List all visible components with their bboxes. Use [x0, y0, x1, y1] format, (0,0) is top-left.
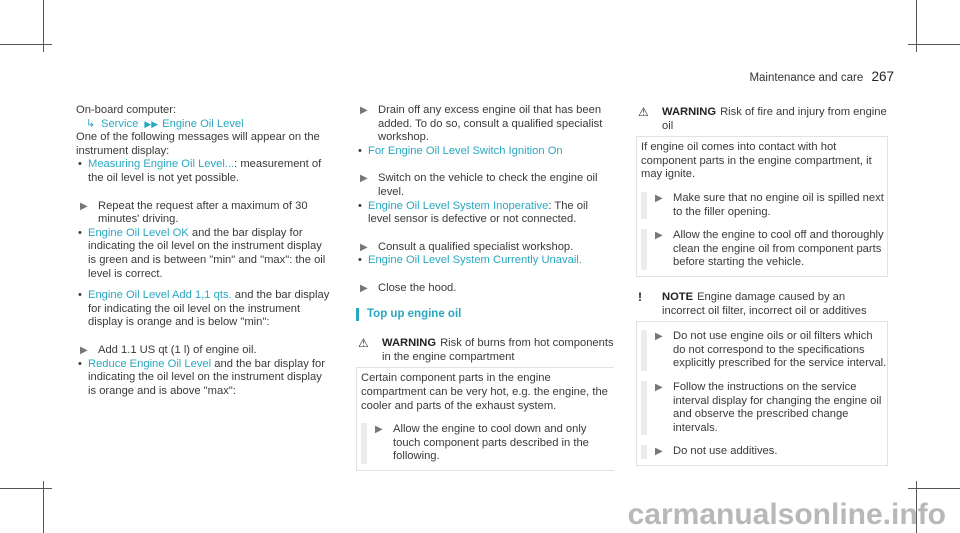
column-3	[636, 104, 888, 466]
section-title: Maintenance and care	[749, 72, 864, 84]
note-header	[636, 291, 888, 321]
step-arrow-icon: ▶	[80, 200, 88, 212]
step-text: Make sure that no engine oil is spilled next to the filler opening.	[673, 191, 884, 218]
message-text: : The oil level sensor is defective or not connected.	[368, 199, 588, 226]
step-arrow-icon: ▶	[655, 192, 663, 204]
warning-triangle-icon: ⚠	[638, 105, 649, 119]
crop-mark	[916, 0, 917, 52]
step-arrow-icon: ▶	[655, 230, 663, 242]
step-arrow-icon: ▶	[360, 282, 368, 294]
step-item	[641, 192, 887, 219]
warning-text: If engine oil comes into contact with hot component parts in the engine compartment, it may ignite.	[641, 141, 872, 181]
list-item	[76, 289, 332, 330]
crop-mark	[0, 44, 52, 45]
crop-mark	[43, 0, 44, 52]
note-title: Engine damage caused by an incorrect oil filter, incorrect oil or additives	[662, 290, 867, 317]
message-text: and the bar display for indicating the oil level on the instrument display is orange and is below "min":	[88, 289, 330, 329]
crop-mark	[43, 481, 44, 533]
message-text: : measurement of the oil level is not yet possible.	[88, 158, 322, 184]
warning-title: Risk of burns from hot components in the engine compartment	[382, 337, 614, 363]
step-item	[356, 282, 614, 296]
warning-header	[636, 106, 888, 136]
bullet-icon: •	[78, 289, 82, 302]
message-key: Measuring Engine Oil Level...	[88, 158, 235, 171]
exclamation-icon: !	[638, 289, 642, 304]
warning-keyword: WARNING	[382, 337, 437, 350]
bullet-icon: •	[358, 254, 362, 267]
step-arrow-icon: ▶	[360, 241, 368, 253]
warning-body	[636, 136, 888, 277]
message-key: Engine Oil Level OK	[88, 226, 189, 239]
crop-mark	[0, 488, 52, 489]
step-text: Do not use engine oils or oil filters which do not correspond to the specifications explicitly prescribed for the service interval.	[673, 330, 887, 370]
bullet-icon: •	[78, 226, 82, 239]
step-arrow-icon: ▶	[360, 173, 368, 185]
bullet-icon: •	[358, 144, 362, 157]
step-arrow-icon: ▶	[655, 331, 663, 343]
section-heading	[356, 308, 614, 322]
step-item	[641, 330, 887, 371]
step-text: Switch on the vehicle to check the engine oil level.	[378, 172, 598, 198]
message-text: and the bar display for indicating the oil level on the instrument display is green and is between "min" and "max": the oil level is correct.	[88, 226, 326, 280]
step-text: Do not use additives.	[673, 445, 778, 458]
bullet-icon: •	[78, 158, 82, 171]
list-item	[76, 158, 332, 185]
step-item	[641, 445, 887, 459]
step-item	[76, 344, 332, 358]
step-text: Allow the engine to cool off and thoroughly clean the engine oil from component parts before starting the vehicle.	[673, 229, 884, 269]
message-key: Reduce Engine Oil Level	[88, 357, 212, 370]
section-heading-text: Top up engine oil	[367, 307, 462, 320]
step-arrow-icon: ▶	[655, 381, 663, 393]
step-text: Consult a qualified specialist workshop.	[378, 240, 574, 253]
step-arrow-icon: ▶	[655, 446, 663, 458]
step-item	[641, 381, 887, 435]
heading-bar	[356, 308, 359, 321]
message-key: For Engine Oil Level Switch Ignition On	[368, 144, 563, 157]
message-key: Engine Oil Level System Currently Unavail.	[368, 254, 582, 267]
note-keyword: NOTE	[662, 290, 694, 303]
step-arrow-icon: ▶	[375, 424, 383, 436]
menu-path	[86, 118, 332, 132]
list-item	[76, 358, 332, 399]
note-body	[636, 321, 888, 466]
return-arrow-icon: ↳	[86, 117, 96, 130]
lead-text: One of the following messages will appear on the instrument display:	[76, 131, 320, 157]
warning-text: Certain component parts in the engine compartment can be very hot, e.g. the engine, the cooler and parts of the exhaust system.	[361, 372, 608, 412]
page-number: 267	[871, 69, 894, 84]
step-text: Repeat the request after a maximum of 30 minutes' driving.	[98, 199, 308, 226]
step-item	[361, 423, 614, 464]
list-item	[356, 254, 614, 268]
list-item	[76, 227, 332, 281]
message-key: Engine Oil Level Add 1,1 qts.	[88, 289, 232, 302]
step-arrow-icon: ▶	[80, 344, 88, 356]
step-item	[356, 172, 614, 199]
step-item	[76, 200, 332, 227]
step-text: Add 1.1 US qt (1 l) of engine oil.	[98, 343, 257, 356]
column-2	[356, 104, 614, 471]
bullet-icon: •	[78, 357, 82, 370]
message-key: Engine Oil Level System Inoperative	[368, 199, 549, 212]
warning-box	[356, 337, 614, 471]
step-arrow-icon: ▶	[360, 105, 368, 116]
step-text: Close the hood.	[378, 281, 457, 294]
step-text: Allow the engine to cool down and only touch component parts described in the following.	[393, 423, 589, 463]
message-text: and the bar display for indicating the oil level on the instrument display is orange and is above "max":	[88, 357, 325, 397]
list-item	[356, 200, 614, 227]
menu-item-service: Service	[101, 117, 139, 130]
warning-keyword: WARNING	[662, 106, 717, 118]
warning-header	[356, 337, 614, 367]
warning-body	[356, 367, 614, 471]
double-chevron-icon: ▶▶	[144, 118, 159, 129]
step-item	[356, 104, 614, 145]
watermark: carmanualsonline.info	[627, 498, 946, 531]
bullet-icon: •	[358, 199, 362, 212]
warning-triangle-icon: ⚠	[358, 336, 369, 351]
step-text: Drain off any excess engine oil that has been added. To do so, consult a qualified specialist workshop.	[378, 104, 603, 144]
menu-item-engine-oil-level: Engine Oil Level	[162, 117, 244, 130]
column-1	[76, 104, 332, 398]
list-item	[356, 145, 614, 159]
intro-text: On-board computer:	[76, 104, 177, 116]
page-header	[749, 70, 894, 86]
step-text: Follow the instructions on the service interval display for changing the engine oil and observe the prescribed change intervals.	[673, 380, 882, 434]
warning-box	[636, 106, 888, 277]
step-item	[356, 241, 614, 255]
step-item	[641, 229, 887, 270]
note-box	[636, 291, 888, 466]
warning-title: Risk of fire and injury from engine oil	[662, 106, 887, 132]
